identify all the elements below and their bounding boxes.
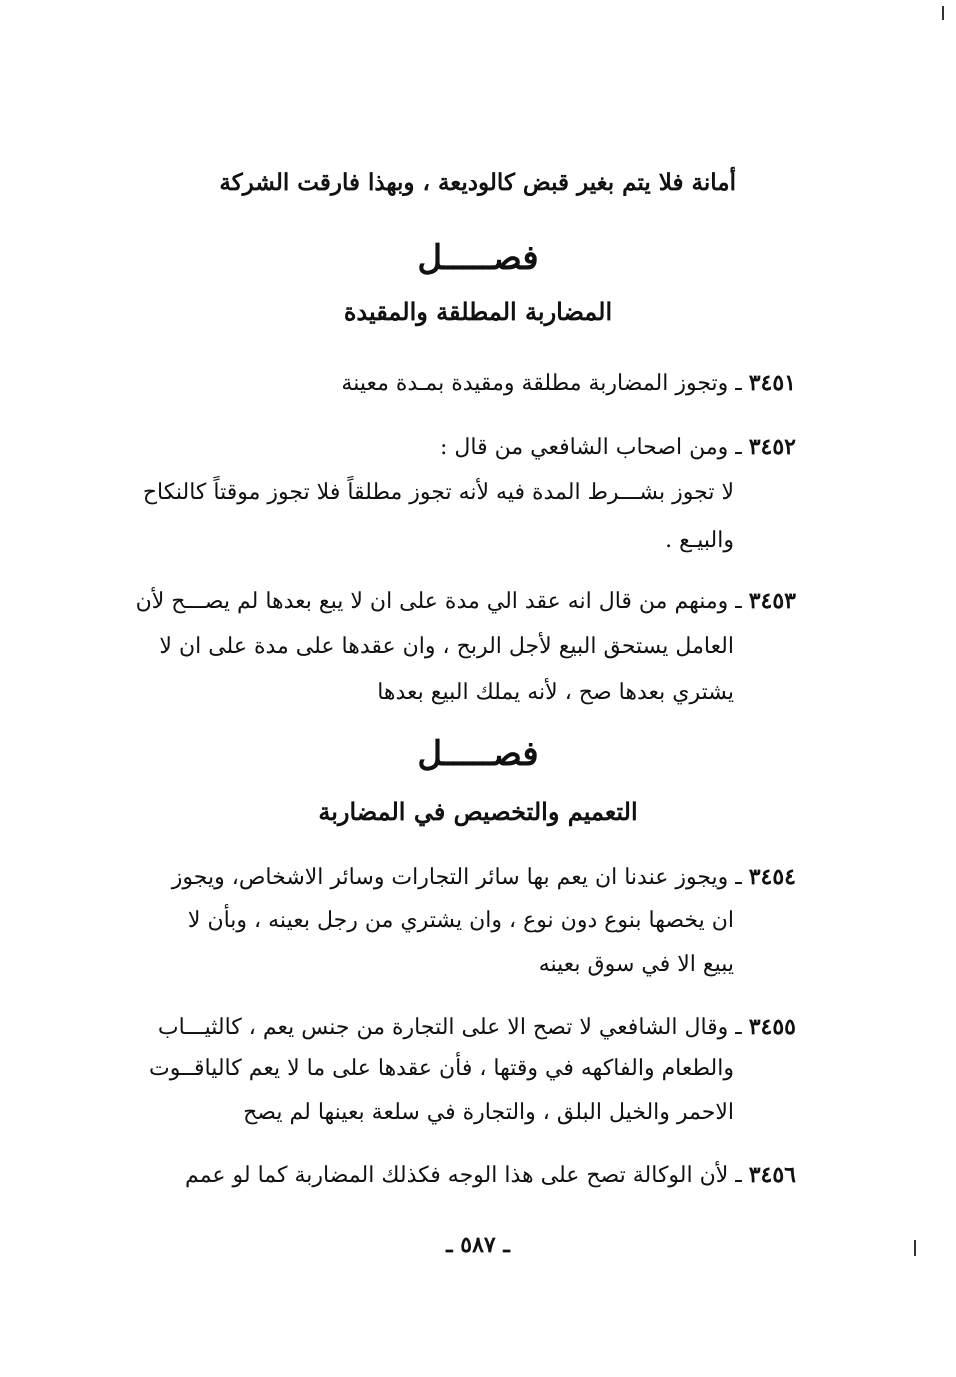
page-number: ـ ٥٨٧ ـ [446, 1232, 510, 1258]
paragraph-number: ٣٤٥٢ [748, 434, 796, 460]
section-heading-1: فصـــــل [417, 238, 539, 278]
paragraph-text: ـ لأن الوكالة تصح على هذا الوجه فكذلك المضاربة كما لو عمم [185, 1163, 742, 1188]
paragraph-3452-line-2: لا تجوز بشـــرط المدة فيه لأنه تجوز مطلقاً فلا تجوز موقتاً كالنكاح [142, 480, 734, 505]
paragraph-3453 [136, 586, 796, 617]
paragraph-number: ٣٤٥٣ [748, 588, 796, 614]
paragraph-3455 [158, 1012, 796, 1043]
paragraph-number: ٣٤٥٦ [748, 1162, 796, 1188]
section-subheading-1: المضاربة المطلقة والمقيدة [343, 297, 613, 326]
paragraph-text: ـ وتجوز المضاربة مطلقة ومقيدة بمـدة معينة [341, 371, 742, 396]
paragraph-text: ـ ومنهم من قال انه عقد الي مدة على ان لا يبع بعدها لم يصـــح لأن [135, 589, 742, 614]
paragraph-number: ٣٤٥١ [748, 370, 796, 396]
paragraph-3455-line-2: والطعام والفاكهه في وقتها ، فأن عقدها على ما لا يعم كالياقــوت [149, 1056, 734, 1081]
paragraph-3454-line-2: ان يخصها بنوع دون نوع ، وان يشتري من رجل بعينه ، وبأن لا [187, 908, 734, 933]
paragraph-3453-line-2: العامل يستحق البيع لأجل الربح ، وان عقدها على مدة على ان لا [159, 634, 734, 659]
section-subheading-2: التعميم والتخصيص في المضاربة [318, 797, 638, 826]
paragraph-3453-line-3: يشتري بعدها صح ، لأنه يملك البيع بعدها [377, 680, 734, 705]
paragraph-3451 [341, 368, 796, 399]
paragraph-3454 [172, 862, 796, 893]
continuation-line: أمانة فلا يتم بغير قبض كالوديعة ، وبهذا فارقت الشركة [219, 169, 736, 196]
paragraph-text: ـ ومن اصحاب الشافعي من قال : [440, 435, 742, 460]
paragraph-text: ـ ويجوز عندنا ان يعم بها سائر التجارات وسائر الاشخاص، ويجوز [171, 865, 742, 890]
paragraph-number: ٣٤٥٤ [748, 864, 796, 890]
scan-edge-mark-top [942, 6, 944, 20]
paragraph-3452 [440, 432, 796, 463]
paragraph-3454-line-3: يبيع الا في سوق بعينه [538, 952, 734, 977]
paragraph-text: ـ وقال الشافعي لا تصح الا على التجارة من جنس يعم ، كالثيـــاب [157, 1015, 742, 1040]
section-heading-2: فصـــــل [417, 734, 539, 774]
paragraph-number: ٣٤٥٥ [748, 1014, 796, 1040]
paragraph-3456 [185, 1160, 796, 1191]
paragraph-3452-line-3: والبيـع . [665, 528, 734, 553]
paragraph-3455-line-3: الاحمر والخيل البلق ، والتجارة في سلعة بعينها لم يصح [243, 1100, 734, 1125]
